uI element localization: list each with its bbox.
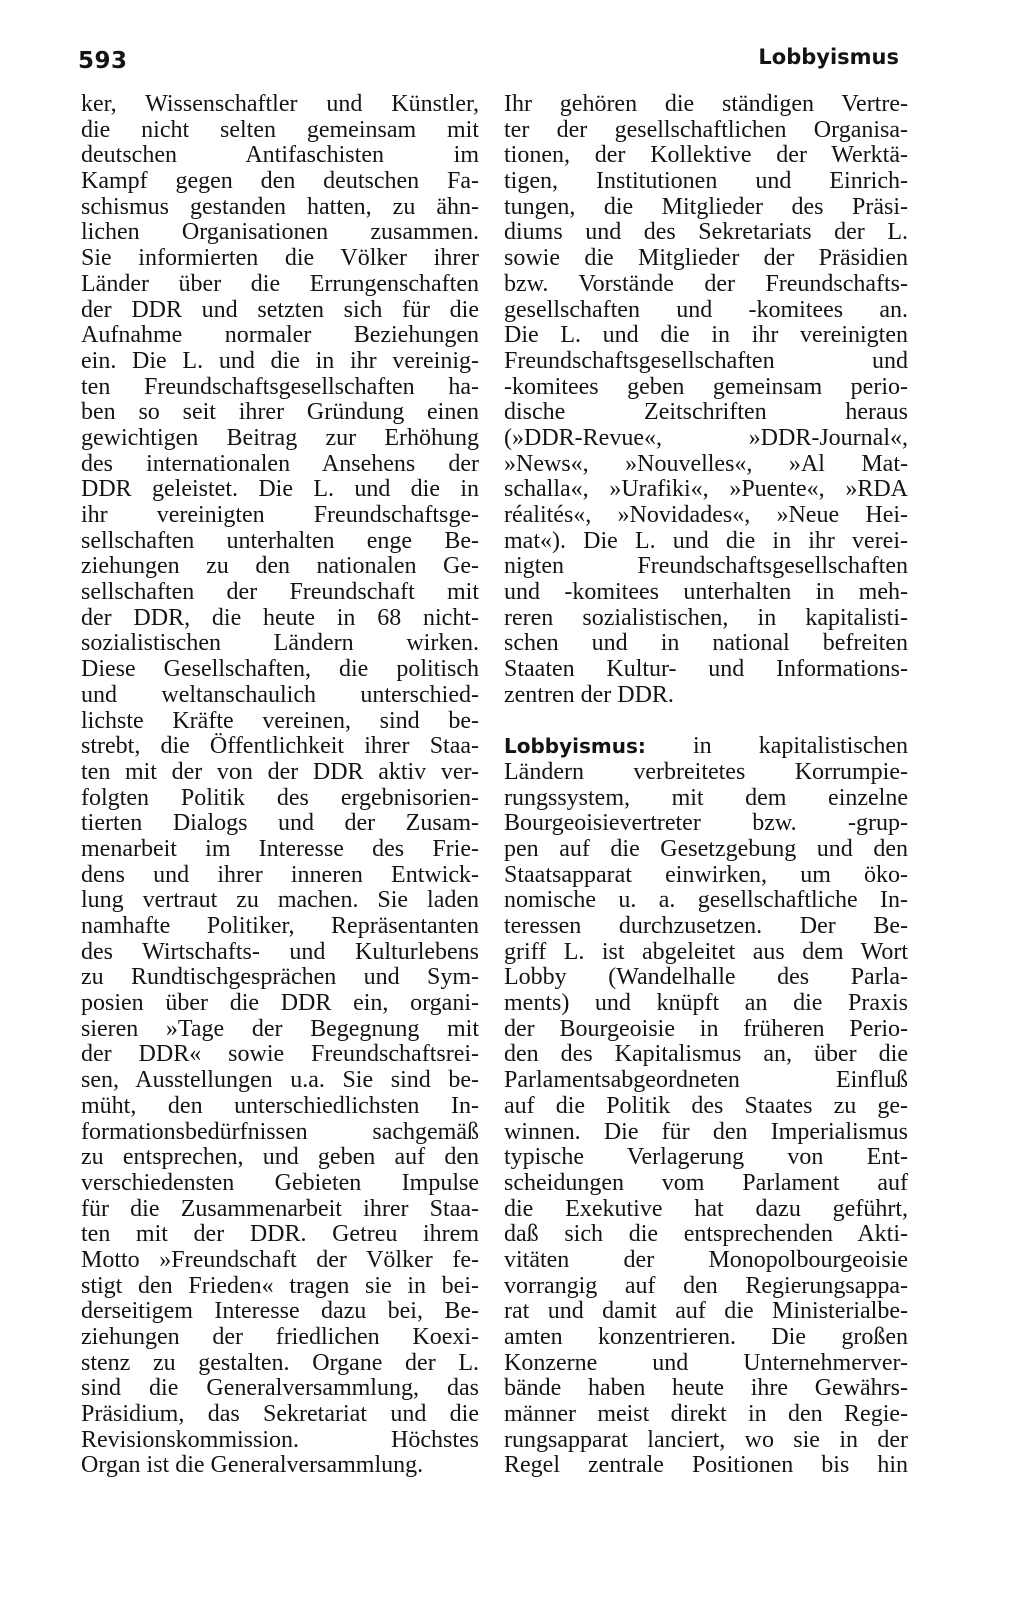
left-column (81, 92, 479, 1479)
text-line: ments) und knüpft an die Praxis (504, 990, 908, 1017)
text-line: Revisionskommission. Höchstes (81, 1426, 479, 1453)
text-line: nomische u. a. gesellschaftliche In- (504, 887, 908, 914)
text-line: dische Zeitschriften heraus (504, 399, 908, 426)
text-line: daß sich die entsprechenden Akti- (504, 1221, 908, 1248)
text-line: der DDR, die heute in 68 nicht- (81, 604, 479, 631)
text-line: lichste Kräfte vereinen, sind be- (81, 707, 479, 734)
text-line: rungsapparat lanciert, wo sie in der (504, 1426, 908, 1453)
text-line: scheidungen vom Parlament auf (504, 1169, 908, 1196)
text-line: für die Zusammenarbeit ihrer Staa- (81, 1195, 479, 1222)
text-line: namhafte Politiker, Repräsentanten (81, 913, 479, 939)
text-line: nigten Freundschaftsgesellschaften (504, 553, 908, 580)
text-line: amten konzentrieren. Die großen (504, 1324, 908, 1350)
entry-term: Lobbyismus: (504, 734, 646, 759)
text-line: tigen, Institutionen und Einrich- (504, 168, 908, 195)
page-header (0, 0, 1024, 100)
text-line: DDR geleistet. Die L. und die in (81, 476, 479, 503)
text-line: sellschaften der Freundschaft mit (81, 579, 479, 606)
text-line: »News«, »Nouvelles«, »Al Mat- (504, 450, 908, 477)
text-line: Staatsapparat einwirken, um öko- (504, 861, 908, 888)
text-line: formationsbedürfnissen sachgemäß (81, 1118, 479, 1145)
text-line: stigt den Frieden« tragen sie in bei- (81, 1272, 479, 1299)
text-line: Länder über die Errungenschaften (81, 270, 479, 297)
text-line: ein. Die L. und die in ihr vereinig- (81, 347, 479, 374)
text-line: lung vertraut zu machen. Sie laden (81, 887, 479, 914)
text-line: Ländern verbreitetes Korrumpie- (504, 758, 908, 785)
text-line: tungen, die Mitglieder des Präsi- (504, 193, 908, 220)
text-line: sellschaften unterhalten enge Be- (81, 527, 479, 554)
text-line: sen, Ausstellungen u.a. Sie sind be- (81, 1067, 479, 1094)
right-column (504, 92, 908, 1479)
text-line: bzw. Vorstände der Freundschafts- (504, 270, 908, 297)
text-line: reren sozialistischen, in kapitalisti- (504, 604, 908, 631)
text-line: der Bourgeoisie in früheren Perio- (504, 1015, 908, 1042)
text-line: schalla«, »Urafiki«, »Puente«, »RDA (504, 476, 908, 503)
text-line: diums und des Sekretariats der L. (504, 219, 908, 246)
text-line: sieren »Tage der Begegnung mit (81, 1015, 479, 1042)
text-line: pen auf die Gesetzgebung und den (504, 835, 908, 862)
text-line: menarbeit im Interesse des Frie- (81, 835, 479, 862)
text-line: rungssystem, mit dem einzelne (504, 784, 908, 811)
text-line: ben so seit ihrer Gründung einen (81, 399, 479, 426)
text-line: Diese Gesellschaften, die politisch (81, 656, 479, 683)
text-line: zu entsprechen, und geben auf den (81, 1144, 479, 1171)
text-line: bände haben heute ihre Gewährs- (504, 1375, 908, 1402)
text-line: Kampf gegen den deutschen Fa- (81, 168, 479, 195)
text-line: vorrangig auf den Regierungsappa- (504, 1272, 908, 1299)
text-line: vitäten der Monopolbourgeoisie (504, 1246, 908, 1273)
text-line: Aufnahme normaler Beziehungen (81, 322, 479, 349)
text-line: der DDR und setzten sich für die (81, 296, 479, 323)
entry-body-text (504, 760, 908, 1479)
text-line: Konzerne und Unternehmerver- (504, 1349, 908, 1376)
text-line: und -komitees unterhalten in meh- (504, 579, 908, 606)
text-line: Motto »Freundschaft der Völker fe- (81, 1246, 479, 1273)
text-line: rat und damit auf die Ministerialbe- (504, 1298, 908, 1325)
text-line: winnen. Die für den Imperialismus (504, 1118, 908, 1145)
text-line: typische Verlagerung von Ent- (504, 1144, 908, 1171)
text-line: gewichtigen Beitrag zur Erhöhung (81, 424, 479, 451)
text-line: Präsidium, das Sekretariat und die (81, 1401, 479, 1428)
text-line: männer meist direkt in den Regie- (504, 1401, 908, 1428)
text-line: auf die Politik des Staates zu ge- (504, 1092, 908, 1119)
text-line: réalités«, »Novidades«, »Neue Hei- (504, 502, 908, 528)
text-line: Freundschaftsgesellschaften und (504, 347, 908, 374)
text-line: -komitees geben gemeinsam perio- (504, 373, 908, 400)
entry-separator (504, 709, 908, 735)
text-line: des internationalen Ansehens der (81, 450, 479, 477)
text-line: schen und in national befreiten (504, 630, 908, 657)
text-line: ker, Wissenschaftler und Künstler, (81, 91, 479, 117)
text-line: Organ ist die Generalversammlung. (81, 1452, 424, 1479)
text-line: (»DDR-Revue«, »DDR-Journal«, (504, 424, 908, 451)
text-line: sind die Generalversammlung, das (81, 1375, 479, 1402)
text-line: posien über die DDR ein, organi- (81, 990, 479, 1017)
text-line: und weltanschaulich unterschied- (81, 681, 479, 708)
text-line: lichen Organisationen zusammen. (81, 219, 479, 246)
text-line: tierten Dialogs und der Zusam- (81, 810, 479, 837)
text-line: ziehungen zu den nationalen Ge- (81, 553, 479, 580)
text-line: strebt, die Öffentlichkeit ihrer Staa- (81, 733, 479, 760)
text-line: teressen durchzusetzen. Der Be- (504, 913, 908, 939)
text-line: schismus gestanden hatten, zu ähn- (81, 193, 479, 220)
entry-heading-line (504, 734, 908, 760)
text-line: müht, den unterschiedlichsten In- (81, 1092, 479, 1119)
text-line: ter der gesellschaftlichen Organisa- (504, 116, 908, 143)
text-line: die Exekutive hat dazu geführt, (504, 1195, 908, 1222)
text-line: ihr vereinigten Freundschaftsge- (81, 502, 479, 528)
text-line: griff L. ist abgeleitet aus dem Wort (504, 938, 908, 965)
entry-first-line-text: in kapitalistischen (645, 733, 908, 760)
text-line: zu Rundtischgesprächen und Sym- (81, 964, 479, 991)
text-line: Staaten Kultur- und Informations- (504, 656, 908, 683)
text-line: ziehungen der friedlichen Koexi- (81, 1324, 479, 1350)
text-line: gesellschaften und -komitees an. (504, 296, 908, 323)
text-line: des Wirtschafts- und Kulturlebens (81, 938, 479, 965)
text-line: Bourgeoisievertreter bzw. -grup- (504, 810, 908, 837)
text-line: stenz zu gestalten. Organe der L. (81, 1349, 479, 1376)
text-line: Sie informierten die Völker ihrer (81, 245, 479, 272)
text-line: Regel zentrale Positionen bis hin (504, 1452, 908, 1479)
text-line: Parlamentsabgeordneten Einfluß (504, 1067, 908, 1094)
page-number: 593 (78, 48, 128, 74)
text-line: ten mit der von der DDR aktiv ver- (81, 758, 479, 785)
text-line: mat«). Die L. und die in ihr verei- (504, 527, 908, 554)
text-line: der DDR« sowie Freundschaftsrei- (81, 1041, 479, 1068)
text-line: sowie die Mitglieder der Präsidien (504, 245, 908, 272)
text-line: folgten Politik des ergebnisorien- (81, 784, 479, 811)
text-line: zentren der DDR. (504, 681, 674, 708)
text-line: tionen, der Kollektive der Werktä- (504, 142, 908, 169)
text-line: ten Freundschaftsgesellschaften ha- (81, 373, 479, 400)
text-line: den des Kapitalismus an, über die (504, 1041, 908, 1068)
text-line: die nicht selten gemeinsam mit (81, 116, 479, 143)
right-column-continued-text (504, 92, 908, 709)
running-head: Lobbyismus (758, 45, 899, 69)
text-line: verschiedensten Gebieten Impulse (81, 1169, 479, 1196)
text-line: Die L. und die in ihr vereinigten (504, 322, 908, 349)
text-line: deutschen Antifaschisten im (81, 142, 479, 169)
text-line: derseitigem Interesse dazu bei, Be- (81, 1298, 479, 1325)
text-line: dens und ihrer inneren Entwick- (81, 861, 479, 888)
text-line: ten mit der DDR. Getreu ihrem (81, 1221, 479, 1248)
text-line: sozialistischen Ländern wirken. (81, 630, 479, 657)
text-line: Lobby (Wandelhalle des Parla- (504, 964, 908, 991)
text-line: Ihr gehören die ständigen Vertre- (504, 91, 908, 117)
